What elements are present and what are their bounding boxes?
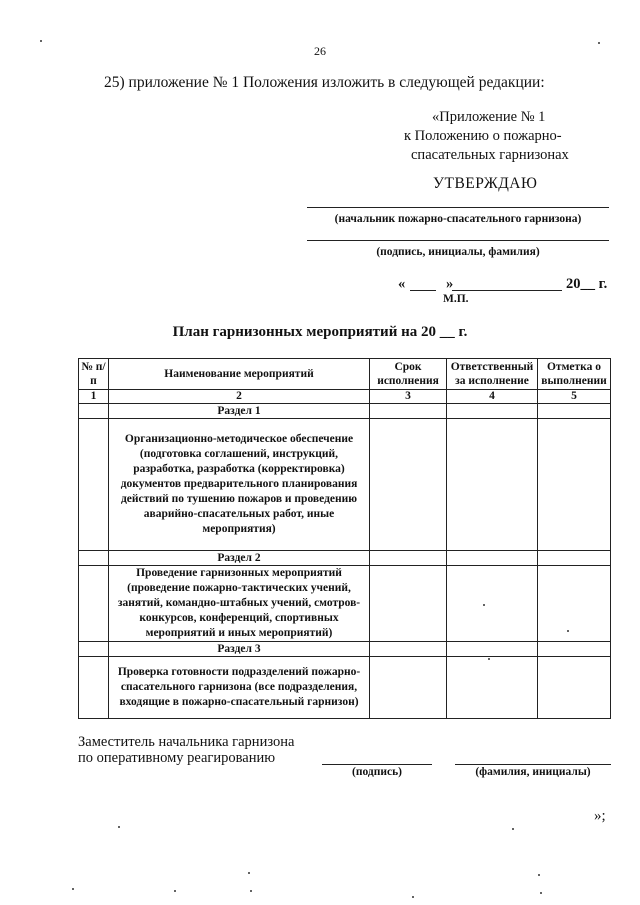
signer-title-line-2: по оперативному реагированию bbox=[78, 750, 276, 766]
plan-title: План гарнизонных мероприятий на 20 __ г. bbox=[172, 324, 468, 340]
signer-title-line-1: Заместитель начальника гарнизона bbox=[78, 734, 295, 750]
scan-speck bbox=[538, 874, 540, 876]
head-caption: (начальник пожарно-спасательного гарнизона) bbox=[334, 213, 582, 225]
closing-quote: »; bbox=[594, 808, 606, 824]
appendix-line-2: к Положению о пожарно- bbox=[404, 128, 562, 144]
section-title: Раздел 1 bbox=[109, 404, 370, 419]
section-content: Проверка готовности подразделений пожарно-спасательного гарнизона (все подразделения, входящие в пожарно-спасательный гарнизон) bbox=[109, 657, 370, 719]
header-deadline: Срок исполнения bbox=[370, 359, 447, 390]
date-year: 20__ г. bbox=[566, 276, 608, 292]
signer-name-caption: (фамилия, инициалы) bbox=[475, 766, 591, 778]
approval-date bbox=[398, 276, 613, 296]
header-number: № п/п bbox=[79, 359, 109, 390]
scan-speck bbox=[567, 630, 569, 632]
scan-speck bbox=[412, 896, 414, 898]
scan-speck bbox=[174, 890, 176, 892]
head-signature-line bbox=[307, 207, 609, 208]
section-content: Проведение гарнизонных мероприятий (проведение пожарно-тактических учений, занятий, командно-штабных учений, смотров-конкурсов, конференций, спортивных мероприятий и иных мероприятий) bbox=[109, 566, 370, 642]
section-title: Раздел 3 bbox=[109, 642, 370, 657]
scan-speck bbox=[250, 890, 252, 892]
day-line bbox=[410, 290, 436, 291]
appendix-line-1: «Приложение № 1 bbox=[432, 109, 546, 125]
scan-speck bbox=[488, 658, 490, 660]
plan-table bbox=[78, 358, 611, 719]
header-done-mark: Отметка о выполнении bbox=[538, 359, 611, 390]
column-number: 5 bbox=[538, 390, 611, 404]
scan-speck bbox=[483, 604, 485, 606]
scan-speck bbox=[40, 40, 42, 42]
signer-sign-caption: (подпись) bbox=[352, 766, 402, 778]
signer-name-line bbox=[455, 764, 611, 765]
appendix-line-3: спасательных гарнизонах bbox=[411, 147, 569, 163]
header-name: Наименование мероприятий bbox=[109, 359, 370, 390]
sign-caption: (подпись, инициалы, фамилия) bbox=[376, 246, 540, 258]
scan-speck bbox=[598, 42, 600, 44]
column-number: 1 bbox=[79, 390, 109, 404]
section-title: Раздел 2 bbox=[109, 551, 370, 566]
stamp-label: М.П. bbox=[443, 293, 469, 305]
scan-speck bbox=[540, 892, 542, 894]
scan-speck bbox=[248, 872, 250, 874]
amendment-intro: 25) приложение № 1 Положения изложить в следующей редакции: bbox=[104, 74, 545, 91]
scan-speck bbox=[72, 888, 74, 890]
column-number: 3 bbox=[370, 390, 447, 404]
sign-line bbox=[307, 240, 609, 241]
scan-speck bbox=[118, 826, 120, 828]
header-responsible: Ответственный за исполнение bbox=[447, 359, 538, 390]
approve-heading: УТВЕРЖДАЮ bbox=[433, 175, 538, 192]
month-line bbox=[452, 290, 562, 291]
date-open-quote: « bbox=[398, 276, 406, 292]
column-number: 2 bbox=[109, 390, 370, 404]
date-close-quote: » bbox=[446, 276, 454, 292]
column-number: 4 bbox=[447, 390, 538, 404]
signer-sign-line bbox=[322, 764, 432, 765]
page-number: 26 bbox=[314, 44, 326, 58]
section-content: Организационно-методическое обеспечение (подготовка соглашений, инструкций, разработка, разработка (корректировка) документов предварительного планирования действий по тушению пожаров и проведению аварийно-спасательных работ, иные мероприятия) bbox=[109, 419, 370, 551]
scan-speck bbox=[512, 828, 514, 830]
